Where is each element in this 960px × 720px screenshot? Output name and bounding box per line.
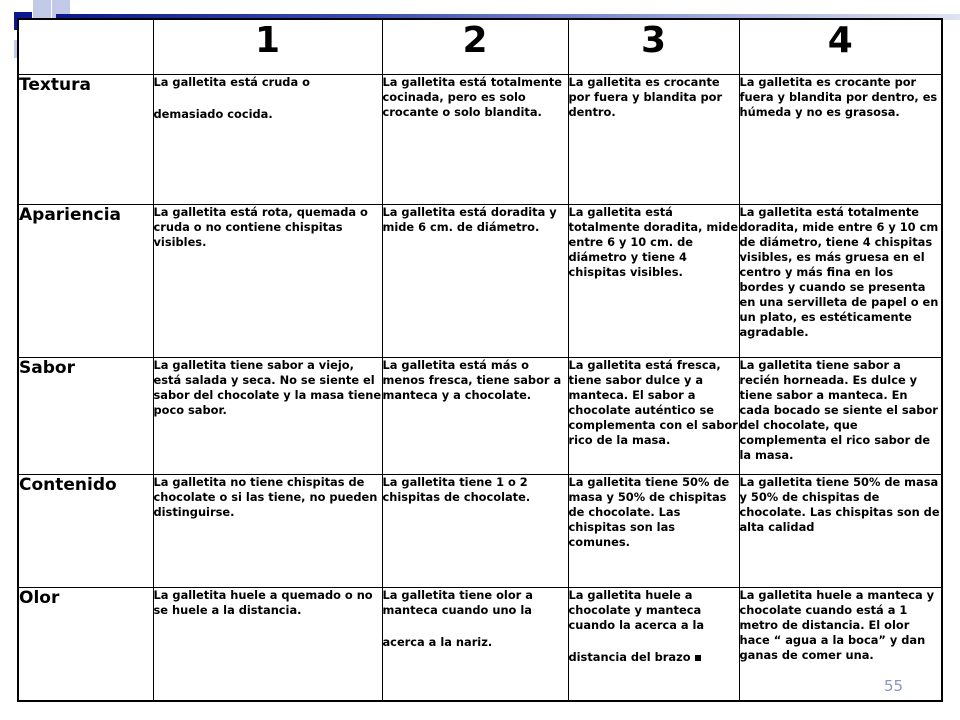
descriptor-cell [568, 75, 739, 205]
criterion-label: Contenido [18, 475, 153, 588]
criterion-label: Apariencia [18, 205, 153, 358]
descriptor-cell [739, 358, 942, 475]
descriptor-text: La galletita tiene 1 o 2 chispitas de chocolate. [382, 475, 531, 504]
descriptor-cell [153, 75, 382, 205]
descriptor-cell [568, 588, 739, 702]
score-header-1: 1 [153, 19, 382, 75]
score-header-2: 2 [382, 19, 568, 75]
table-row [18, 475, 942, 588]
descriptor-text: La galletita tiene sabor a recién horneada. Es dulce y tiene sabor a manteca. En cada bocado se siente el sabor del chocolate, que complementa el rico sabor de la masa. [739, 358, 938, 462]
descriptor-cell [382, 205, 568, 358]
descriptor-text: La galletita está totalmente cocinada, pero es solo crocante o solo blandita. [382, 75, 563, 119]
bullet-icon [695, 655, 701, 661]
descriptor-cell [739, 588, 942, 702]
descriptor-cell [739, 205, 942, 358]
descriptor-text: La galletita tiene 50% de masa y 50% de chispitas de chocolate. Las chispitas son de alta calidad [739, 475, 940, 534]
descriptor-cell [382, 75, 568, 205]
descriptor-text: La galletita huele a quemado o no se huele a la distancia. [153, 588, 373, 617]
descriptor-text-with-bullet [569, 650, 739, 665]
descriptor-text: La galletita tiene olor a manteca cuando uno la [382, 588, 533, 617]
descriptor-text: distancia del brazo [568, 650, 691, 664]
descriptor-text: La galletita está totalmente doradita, mide entre 6 y 10 cm. de diámetro y tiene 4 chispitas visibles. [568, 205, 739, 279]
descriptor-text: La galletita está más o menos fresca, tiene sabor a manteca y a chocolate. [382, 358, 562, 402]
descriptor-text: La galletita huele a manteca y chocolate cuando está a 1 metro de distancia. El olor hace “ agua a la boca” y dan ganas de comer una. [739, 588, 935, 662]
descriptor-text: La galletita está cruda o [153, 75, 310, 89]
descriptor-text: La galletita está fresca, tiene sabor dulce y a manteca. El sabor a chocolate auténtico se complementa con el sabor rico de la masa. [568, 358, 738, 447]
criterion-label: Olor [18, 588, 153, 702]
descriptor-cell [382, 588, 568, 702]
descriptor-cell [153, 475, 382, 588]
descriptor-cell [568, 358, 739, 475]
descriptor-text: La galletita es crocante por fuera y blandita por dentro, es húmeda y no es grasosa. [739, 75, 938, 119]
descriptor-cell [739, 75, 942, 205]
table-row [18, 358, 942, 475]
descriptor-cell [153, 205, 382, 358]
table-row [18, 205, 942, 358]
criterion-label: Sabor [18, 358, 153, 475]
page-number: 55 [884, 677, 904, 695]
descriptor-text: La galletita está doradita y mide 6 cm. de diámetro. [382, 205, 557, 234]
descriptor-text: La galletita huele a chocolate y manteca cuando la acerca a la [568, 588, 705, 632]
criterion-label: Textura [18, 75, 153, 205]
rubric-table [17, 18, 943, 702]
descriptor-text: La galletita tiene 50% de masa y 50% de chispitas de chocolate. Las chispitas son las comunes. [568, 475, 730, 549]
score-header-3: 3 [568, 19, 739, 75]
score-header-4: 4 [739, 19, 942, 75]
descriptor-text: La galletita está rota, quemada o cruda o no contiene chispitas visibles. [153, 205, 368, 249]
header-corner-cell [18, 19, 153, 75]
descriptor-text: La galletita es crocante por fuera y blandita por dentro. [568, 75, 723, 119]
table-row [18, 588, 942, 702]
descriptor-cell [153, 358, 382, 475]
table-row [18, 75, 942, 205]
descriptor-cell [153, 588, 382, 702]
descriptor-text: acerca a la nariz. [382, 635, 493, 649]
descriptor-cell [568, 475, 739, 588]
descriptor-text: La galletita no tiene chispitas de chocolate o si las tiene, no pueden distinguirse. [153, 475, 378, 519]
descriptor-cell [382, 358, 568, 475]
descriptor-text: La galletita está totalmente doradita, mide entre 6 y 10 cm de diámetro, tiene 4 chispitas visibles, es más gruesa en el centro y más fina en los bordes y cuando se presenta en una servilleta de papel o en un plato, es estéticamente agradable. [739, 205, 939, 339]
template-square-light [33, 0, 51, 18]
descriptor-text: demasiado cocida. [153, 107, 273, 121]
descriptor-cell [739, 475, 942, 588]
descriptor-cell [568, 205, 739, 358]
descriptor-cell [382, 475, 568, 588]
descriptor-text: La galletita tiene sabor a viejo, está salada y seca. No se siente el sabor del chocolate y la masa tiene poco sabor. [153, 358, 382, 417]
header-row [18, 19, 942, 75]
